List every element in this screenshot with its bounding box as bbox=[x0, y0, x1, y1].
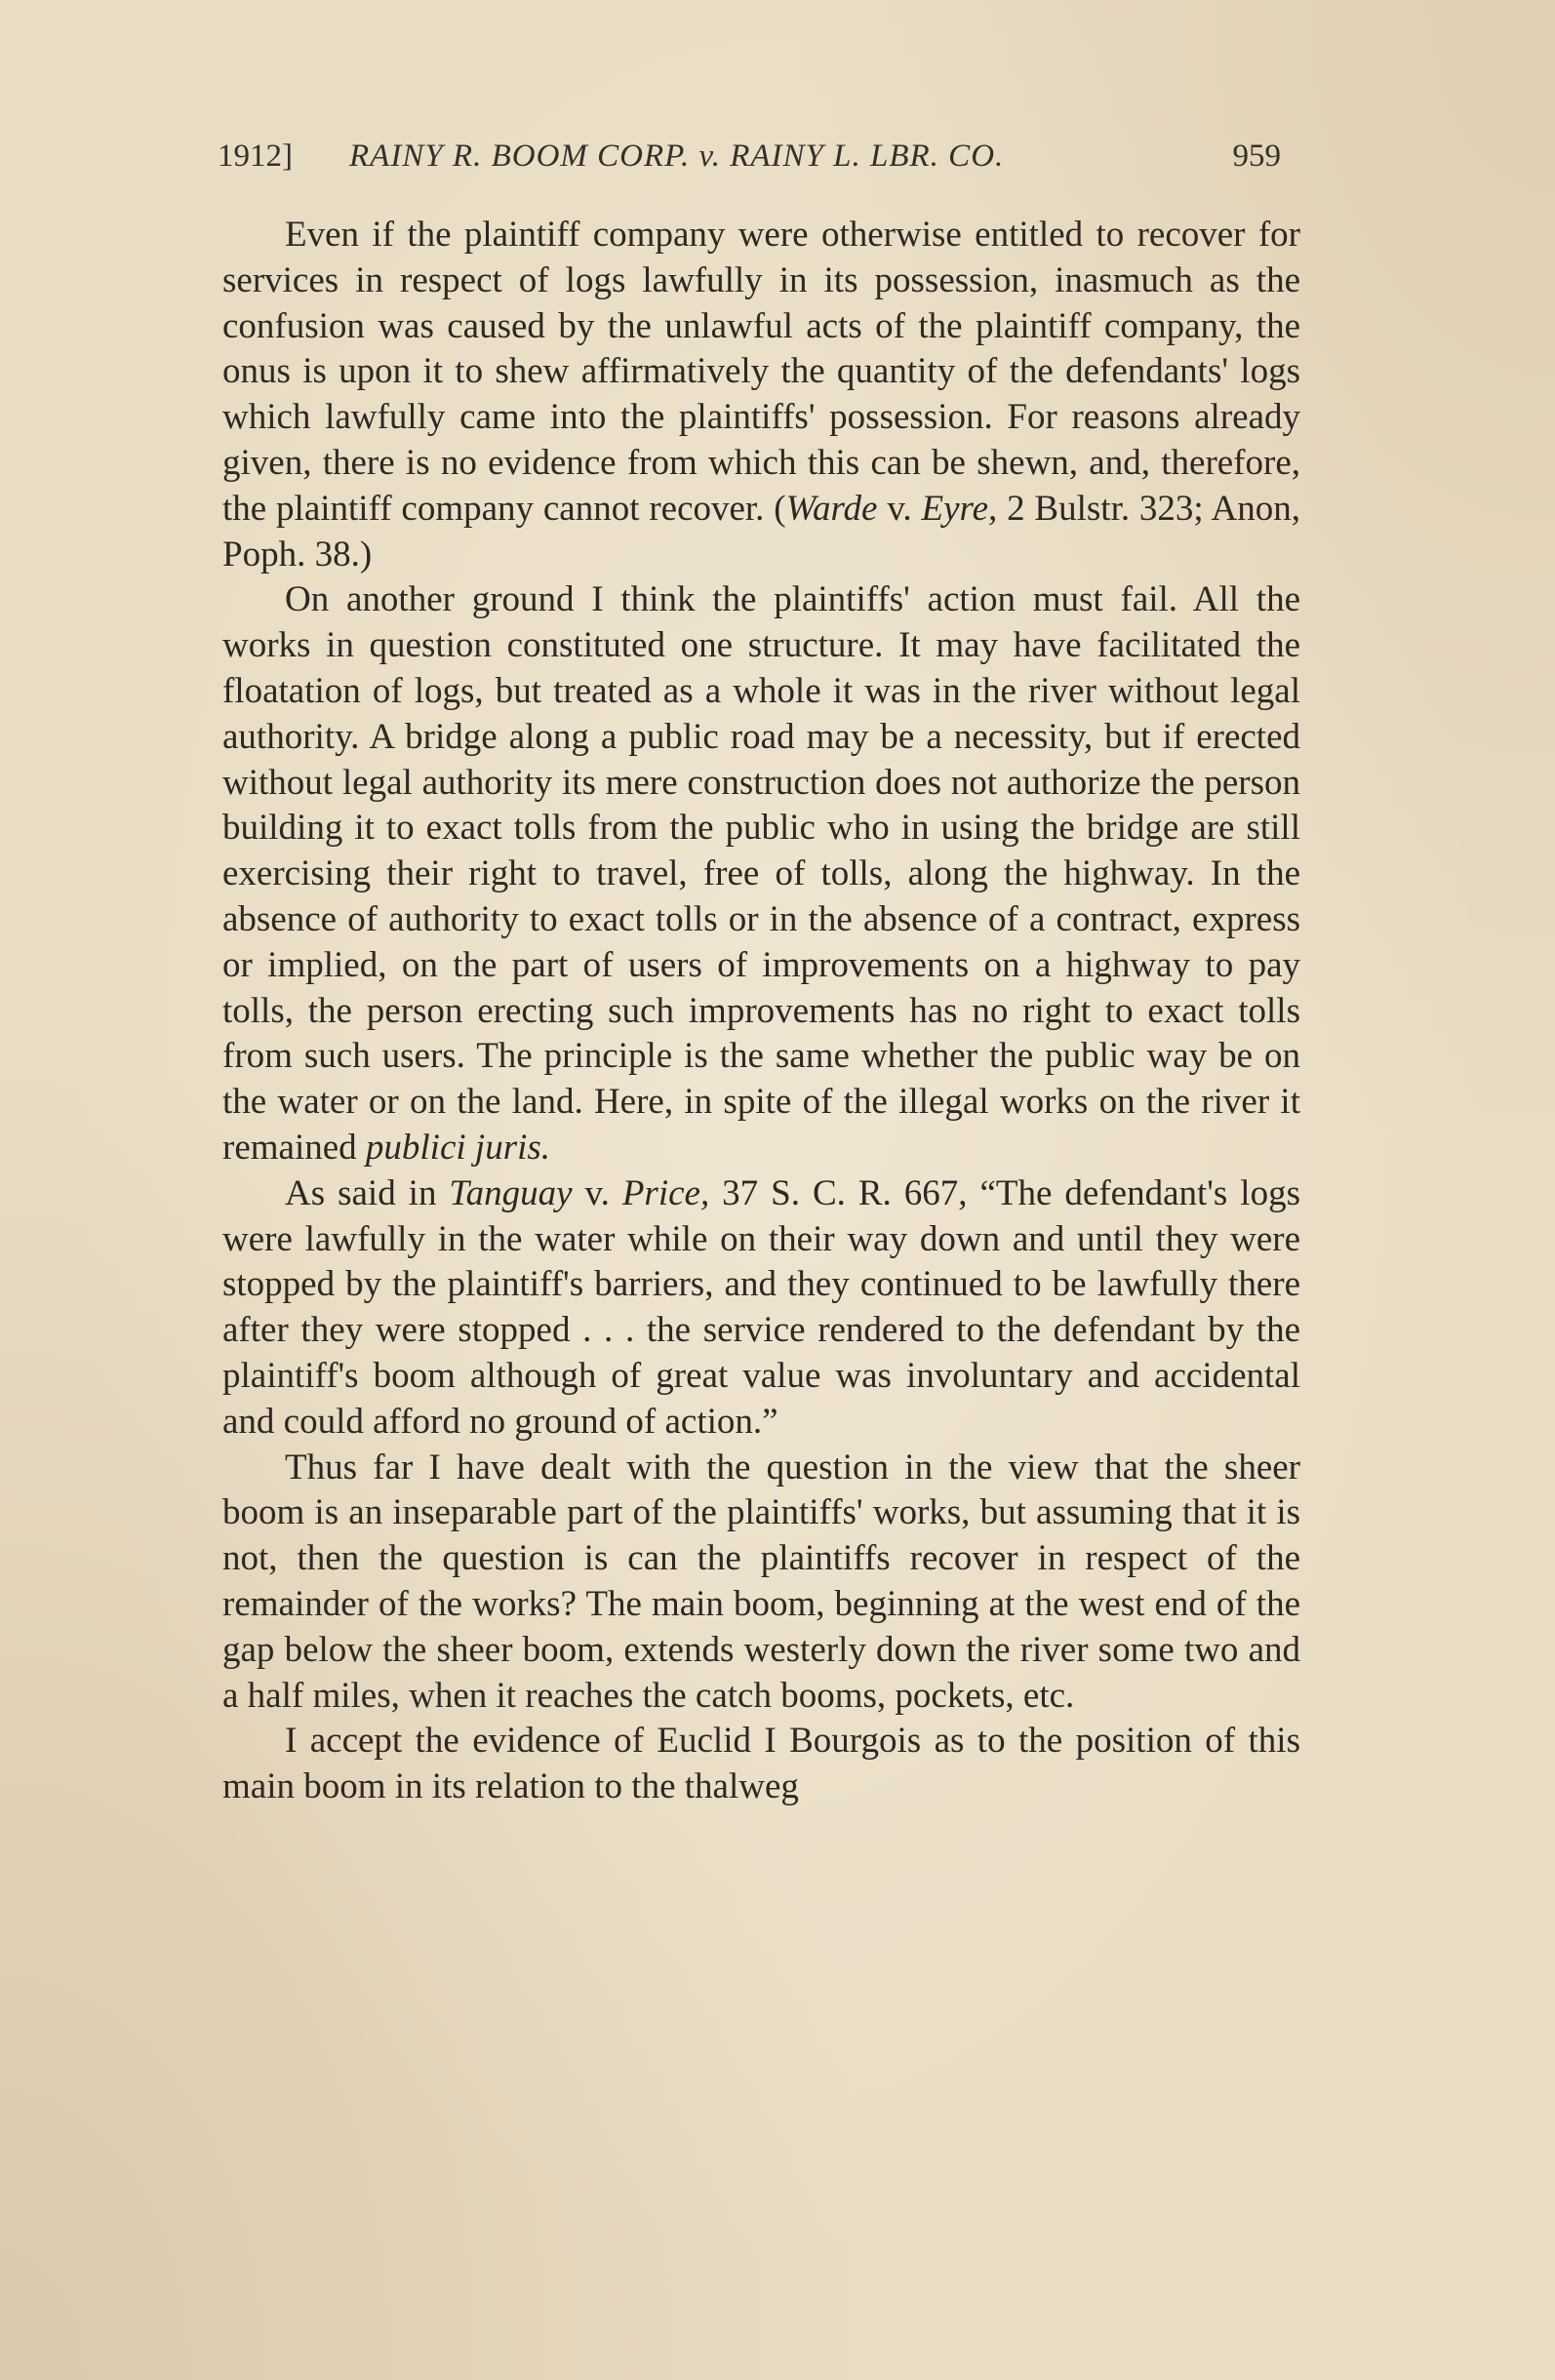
header-case-title: RAINY R. BOOM CORP. v. RAINY L. LBR. CO. bbox=[349, 139, 1005, 174]
case-name-price: Price, bbox=[621, 1172, 710, 1213]
paragraph-3-intro: As said in bbox=[285, 1172, 450, 1213]
body-text bbox=[222, 213, 1300, 1810]
latin-phrase: publici juris. bbox=[365, 1127, 551, 1168]
case-name-eyre: Eyre, bbox=[921, 488, 998, 529]
paragraph-2-text: On another ground I think the plaintiffs' action must fail. All the works in question constituted one structure. It may have facilitated the floatation of logs, but treated as a whole it was in the river without legal authority. A bridge along a public road may be a necessity, but if erected without legal authority its mere construction does not authorize the person building it to exact tolls from the public who in using the bridge are still exercising their right to travel, free of tolls, along the highway. In the absence of authority to exact tolls or in the absence of a contract, express or implied, on the part of users of improvements on a highway to pay tolls, the person erecting such improvements has no right to exact tolls from such users. The principle is the same whether the public way be on the water or on the land. Here, in spite of the illegal works on the river it remained bbox=[222, 579, 1300, 1168]
header-year: 1912] bbox=[218, 139, 293, 174]
case-name-warde: Warde bbox=[785, 488, 878, 529]
paragraph-1 bbox=[222, 213, 1300, 577]
versus: v. bbox=[572, 1172, 622, 1213]
citation-open: ( bbox=[764, 488, 786, 529]
paragraph-2 bbox=[222, 577, 1300, 1170]
paragraph-4: Thus far I have dealt with the question in the view that the sheer boom is an inseparable part of the plaintiffs' works, but assuming that it is not, then the question is can the plaintiffs recover in respect of the remainder of the works? The main boom, beginning at the west end of the gap below the sheer boom, extends westerly down the river some two and a half miles, when it reaches the catch booms, pockets, etc. bbox=[222, 1447, 1300, 1716]
paragraph-1-text: Even if the plaintiff company were otherwise entitled to recover for services in respect of logs lawfully in its possession, inasmuch as the confusion was caused by the unlawful acts of the plaintiff company, the onus is upon it to shew affirmatively the quantity of the defendants' logs which lawfully came into the plaintiffs' possession. For reasons already given, there is no evidence from which this can be shewn, and, therefore, the plaintiff company cannot recover. bbox=[222, 215, 1300, 529]
paragraph-3-quote: 37 S. C. R. 667, “The defendant's logs were lawfully in the water while on their way down and until they were stopped by the plaintiff's barriers, and they continued to be lawfully there after they were stopped . . . the service rendered to the defendant by the plaintiff's boom although of great value was involuntary and accidental and could afford no ground of action.” bbox=[222, 1172, 1300, 1442]
citation-rest: 2 Bulstr. 323; Anon, Poph. 38.) bbox=[222, 488, 1300, 575]
paragraph-3 bbox=[222, 1171, 1300, 1446]
paragraph-5: I accept the evidence of Euclid I Bourgois as to the position of this main boom in its relation to the thalweg bbox=[222, 1721, 1300, 1807]
page-number: 959 bbox=[1232, 139, 1281, 174]
versus: v. bbox=[877, 488, 922, 529]
case-name-tanguay: Tanguay bbox=[449, 1172, 573, 1213]
running-head bbox=[218, 139, 1281, 187]
